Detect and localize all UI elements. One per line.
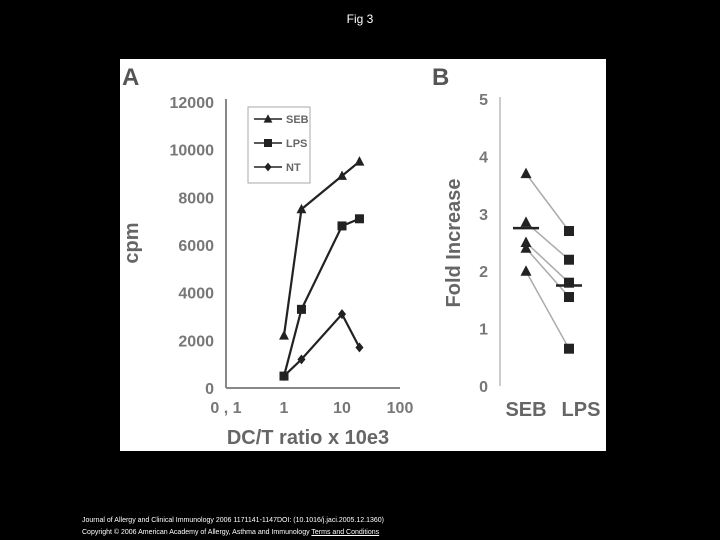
citation xyxy=(82,515,384,539)
slide-title: Fig 3 xyxy=(346,12,374,26)
panel-b-points xyxy=(513,168,582,354)
panel-b-letter: B xyxy=(432,64,450,91)
y-tick-label: 0 xyxy=(205,381,214,398)
panel-a-series xyxy=(279,156,364,381)
terms-link[interactable]: Terms and Conditions xyxy=(311,529,380,536)
data-point-seb xyxy=(521,168,532,179)
panel-b-y-ticks xyxy=(479,92,488,396)
legend-marker-lps xyxy=(264,139,272,147)
data-point-lps xyxy=(564,292,574,302)
data-point-seb xyxy=(521,265,532,276)
pair-line xyxy=(526,248,569,297)
data-point-lps xyxy=(355,214,364,223)
copyright-text: Copyright © 2006 American Academy of Allergy, Asthma and Immunology xyxy=(82,529,310,536)
pair-line xyxy=(526,271,569,348)
data-point-lps xyxy=(564,278,574,288)
series-line-lps xyxy=(284,219,359,376)
y-tick-label: 6000 xyxy=(178,238,214,255)
y-tick-label: 2 xyxy=(479,264,488,282)
legend-label-nt: NT xyxy=(286,162,301,174)
y-tick-label: 0 xyxy=(479,379,488,396)
panel-a-y-title: cpm xyxy=(121,222,143,264)
category-label-seb: SEB xyxy=(505,399,547,421)
panel-a-y-ticks xyxy=(170,95,215,398)
citation-line-1: Journal of Allergy and Clinical Immunology 2006 1171141-1147DOI: (10.1016/j.jaci.2005.12.1360) xyxy=(82,517,384,524)
y-tick-label: 8000 xyxy=(178,190,214,208)
figure-svg xyxy=(120,59,606,451)
x-tick-label: 100 xyxy=(386,400,414,417)
x-tick-label: 0 , 1 xyxy=(210,400,242,417)
y-tick-label: 12000 xyxy=(169,95,214,112)
data-point-lps xyxy=(297,305,306,314)
x-tick-label: 10 xyxy=(333,400,351,417)
y-tick-label: 4000 xyxy=(178,285,214,303)
legend-label-lps: LPS xyxy=(286,138,308,150)
panel-b-y-title: Fold Increase xyxy=(443,178,465,308)
series-line-nt xyxy=(284,314,359,376)
panel-a-legend xyxy=(248,107,310,183)
data-point-lps xyxy=(564,344,574,354)
y-tick-label: 10000 xyxy=(169,142,214,160)
pair-line xyxy=(526,174,569,231)
data-point-seb xyxy=(355,156,365,165)
series-line-seb xyxy=(284,162,359,336)
citation-line-2 xyxy=(82,527,384,539)
panel-a-x-title: DC/T ratio x 10e3 xyxy=(226,427,390,449)
y-tick-label: 5 xyxy=(479,92,488,109)
y-tick-label: 3 xyxy=(479,206,488,224)
data-point-seb xyxy=(521,216,532,227)
category-label-lps: LPS xyxy=(561,399,601,421)
panel-b-categories xyxy=(505,399,600,421)
y-tick-label: 1 xyxy=(479,321,488,339)
panel-a-x-ticks xyxy=(210,400,413,417)
y-tick-label: 2000 xyxy=(178,333,214,351)
x-tick-label: 1 xyxy=(279,400,289,417)
legend-label-seb: SEB xyxy=(286,114,309,126)
data-point-lps xyxy=(564,255,574,265)
data-point-lps xyxy=(564,226,574,236)
pair-line xyxy=(526,243,569,283)
y-tick-label: 4 xyxy=(479,149,488,167)
figure xyxy=(120,59,606,451)
panel-a-letter: A xyxy=(122,64,140,91)
data-point-lps xyxy=(338,221,347,230)
data-point-seb xyxy=(279,330,289,339)
data-point-seb xyxy=(521,242,532,253)
